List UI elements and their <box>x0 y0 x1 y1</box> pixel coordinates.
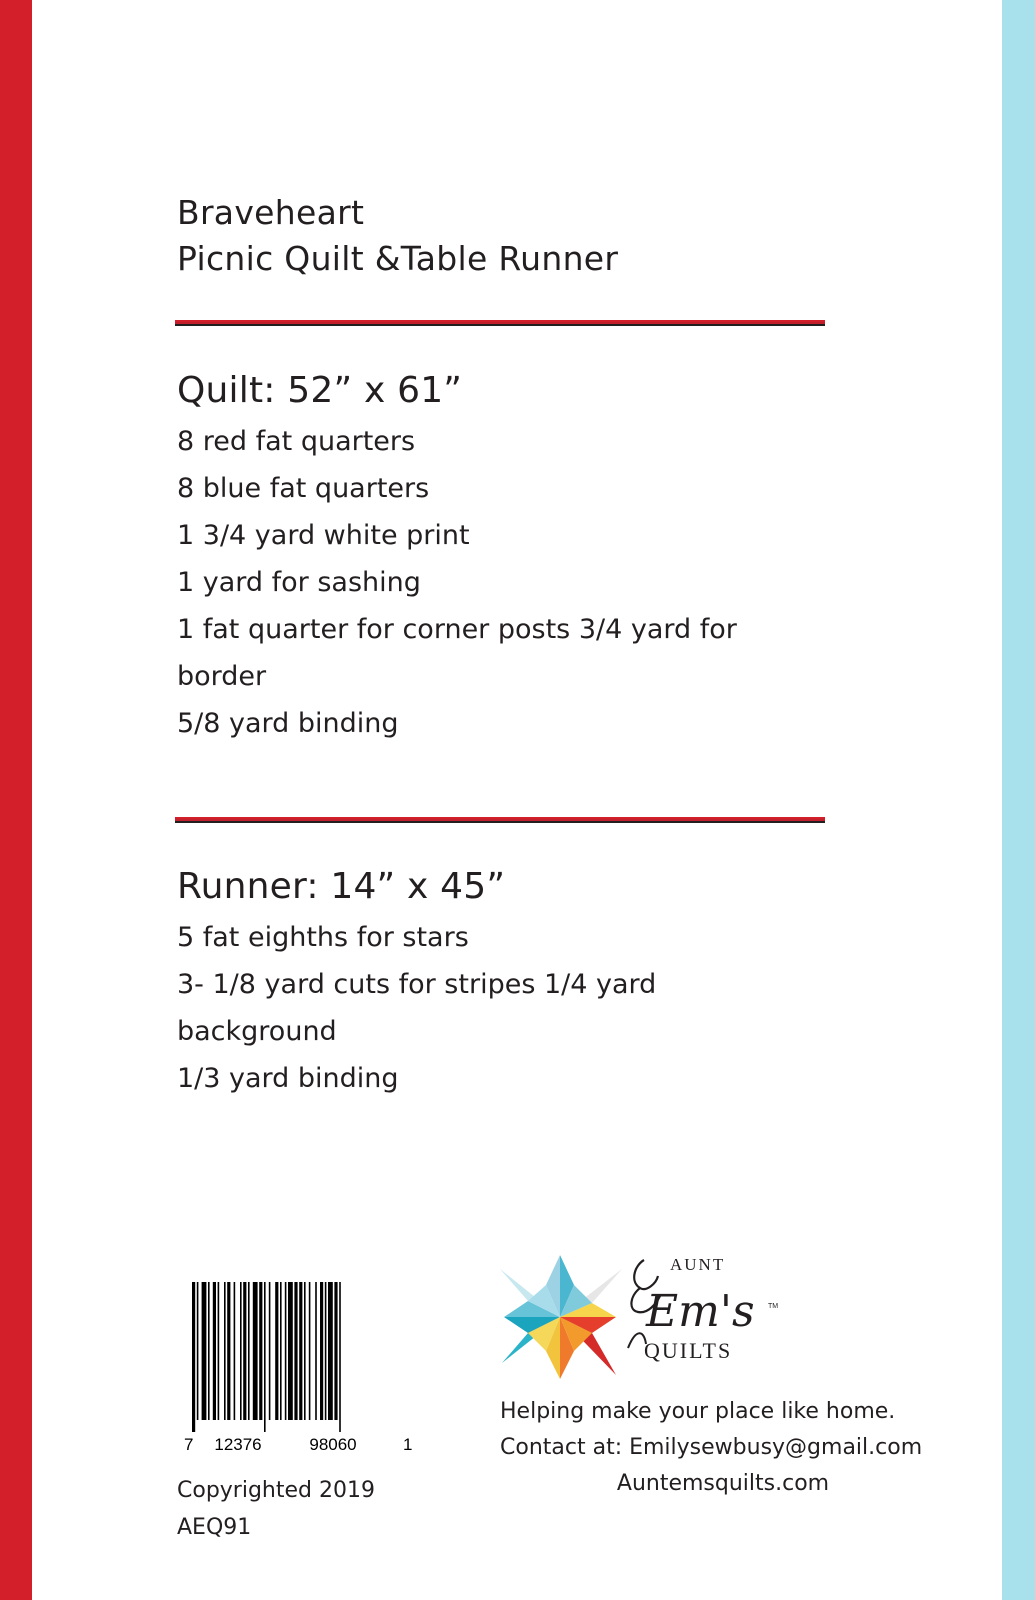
star-logo-icon <box>498 1255 622 1379</box>
runner-size-heading: Runner: 14” x 45” <box>177 866 506 907</box>
quilt-materials-list <box>177 418 817 747</box>
section-divider <box>175 320 825 326</box>
barcode-bar <box>339 1282 341 1432</box>
barcode-digit: 7 <box>184 1435 194 1452</box>
barcode-bar <box>309 1282 311 1420</box>
barcode-bar <box>213 1282 216 1420</box>
barcode-bar <box>259 1282 262 1420</box>
copyright-text: Copyrighted 2019 <box>177 1478 375 1503</box>
barcode-bar <box>285 1282 287 1420</box>
list-item: 8 blue fat quarters <box>177 473 430 504</box>
trademark-mark: TM <box>768 1303 779 1310</box>
barcode <box>178 1282 418 1452</box>
left-red-stripe <box>0 0 32 1600</box>
list-item: 5 fat eighths for stars <box>177 922 469 953</box>
list-item: 5/8 yard binding <box>177 708 399 739</box>
list-item: 3- 1/8 yard cuts for stripes 1/4 yard background <box>177 969 657 1047</box>
barcode-bar <box>197 1282 199 1420</box>
barcode-bar <box>325 1282 327 1420</box>
pattern-title <box>177 190 618 282</box>
barcode-bar <box>264 1282 266 1432</box>
list-item: 8 red fat quarters <box>177 426 416 457</box>
barcode-bar <box>243 1282 246 1420</box>
logo-word-quilts: QUILTS <box>644 1338 733 1363</box>
website-url: Auntemsquilts.com <box>616 1471 830 1496</box>
barcode-digit: 1 <box>403 1435 413 1452</box>
title-line-1: Braveheart <box>177 193 365 232</box>
barcode-bar <box>234 1282 236 1420</box>
list-item: 1 fat quarter for corner posts 3/4 yard for border <box>177 614 737 692</box>
barcode-bar <box>224 1282 226 1420</box>
logo-word-script: Em's <box>646 1286 755 1337</box>
barcode-digit: 98060 <box>309 1435 357 1452</box>
pattern-code: AEQ91 <box>177 1515 252 1540</box>
barcode-bar <box>334 1282 337 1420</box>
barcode-bar <box>218 1282 220 1420</box>
list-item: 1/3 yard binding <box>177 1063 399 1094</box>
barcode-bar <box>240 1282 242 1420</box>
barcode-bars <box>192 1282 341 1432</box>
barcode-bar <box>315 1282 317 1420</box>
barcode-bar <box>248 1282 250 1420</box>
barcode-bar <box>269 1282 271 1420</box>
list-item: 1 3/4 yard white print <box>177 520 470 551</box>
aunt-ems-quilts-logo <box>626 1248 796 1378</box>
list-item: 1 yard for sashing <box>177 567 421 598</box>
barcode-bar <box>192 1282 195 1432</box>
barcode-bar <box>253 1282 258 1420</box>
barcode-bar <box>304 1282 306 1420</box>
section-divider <box>175 817 825 823</box>
barcode-bar <box>288 1282 293 1420</box>
barcode-bar <box>202 1282 207 1420</box>
barcode-bar <box>227 1282 230 1420</box>
barcode-bar <box>294 1282 297 1420</box>
right-blue-stripe <box>1002 0 1035 1600</box>
barcode-bar <box>280 1282 282 1420</box>
quilt-size-heading: Quilt: 52” x 61” <box>177 370 463 411</box>
barcode-bar <box>320 1282 323 1420</box>
barcode-bar <box>328 1282 333 1420</box>
runner-materials-list <box>177 914 817 1102</box>
barcode-digit: 12376 <box>214 1435 262 1452</box>
title-line-2: Picnic Quilt &Table Runner <box>177 239 619 278</box>
copyright-block <box>177 1472 375 1546</box>
contact-email: Contact at: Emilysewbusy@gmail.com <box>500 1435 923 1460</box>
barcode-bar <box>208 1282 210 1420</box>
barcode-bar <box>275 1282 278 1420</box>
tagline: Helping make your place like home. <box>500 1399 896 1424</box>
barcode-bar <box>299 1282 302 1420</box>
logo-word-aunt: AUNT <box>670 1255 726 1274</box>
